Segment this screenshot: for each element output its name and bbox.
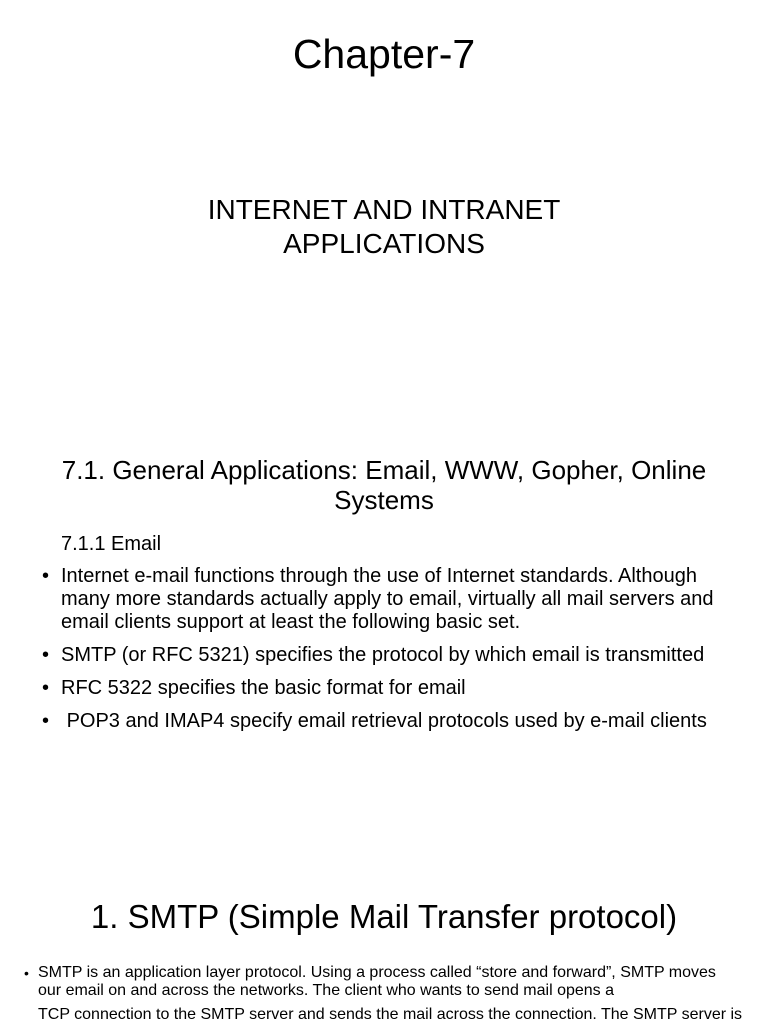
list-item [0, 644, 768, 667]
list-item-text: SMTP (or RFC 5321) specifies the protocol by which email is transmitted [61, 644, 705, 666]
list-item [0, 710, 768, 733]
bullet-icon: • [42, 710, 50, 732]
list-item-text: Internet e-mail functions through the use of Internet standards. Although many more standards actually apply to email, virtually all mail servers and email clients support at least the following basic set. [61, 565, 714, 633]
sub-heading-email: 7.1.1 Email [61, 533, 162, 555]
list-item [0, 565, 768, 634]
bullet-icon: • [24, 965, 29, 981]
smtp-paragraph-continued: TCP connection to the SMTP server and sends the mail across the connection. The SMTP server is [38, 1006, 743, 1023]
section-title: 7.1. General Applications: Email, WWW, Gopher, Online Systems [61, 455, 707, 515]
chapter-title: Chapter-7 [292, 31, 476, 77]
list-item-text: POP3 and IMAP4 specify email retrieval protocols used by e-mail clients [61, 710, 707, 732]
list-item-text: RFC 5322 specifies the basic format for email [61, 677, 466, 699]
bullet-icon: • [42, 644, 50, 666]
email-bullet-list [0, 565, 768, 743]
smtp-paragraph [0, 964, 768, 1000]
smtp-heading: 1. SMTP (Simple Mail Transfer protocol) [90, 898, 678, 935]
bullet-icon: • [42, 565, 50, 587]
bullet-icon: • [42, 677, 50, 699]
smtp-paragraph-text: SMTP is an application layer protocol. Using a process called “store and forward”, SMTP moves our email on and across the networks. The client who wants to send mail opens a [38, 964, 716, 999]
chapter-subtitle: INTERNET AND INTRANET APPLICATIONS [207, 194, 561, 259]
list-item [0, 677, 768, 700]
smtp-body [0, 964, 768, 1024]
